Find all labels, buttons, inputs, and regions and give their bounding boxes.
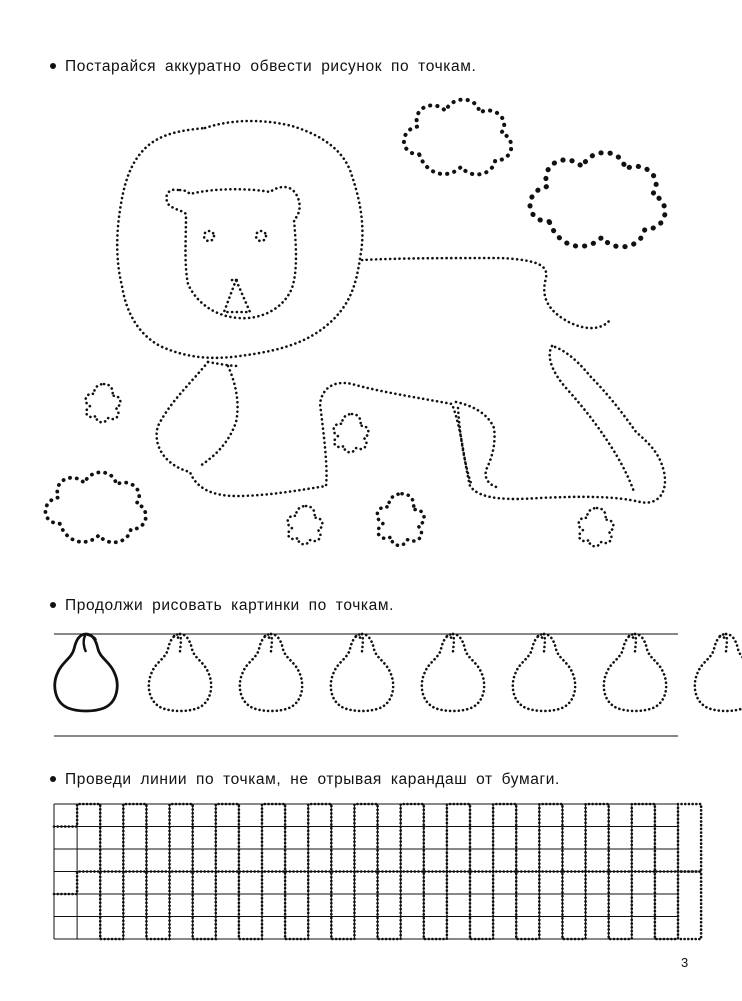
pear-dotted — [331, 634, 393, 711]
instruction-text: Проведи линии по точкам, не отрывая карандаш от бумаги. — [65, 771, 560, 788]
lion-nose — [224, 280, 250, 312]
flower-1 — [86, 384, 121, 422]
page-number: 3 — [681, 955, 689, 970]
pear-dotted — [422, 634, 484, 711]
lion-face — [166, 187, 299, 318]
pear-dotted-group — [149, 634, 742, 711]
cloud-3 — [45, 472, 145, 542]
pear-row — [54, 634, 742, 736]
flower-4 — [377, 494, 424, 546]
flower-2 — [334, 414, 369, 452]
instruction-text: Постарайся аккуратно обвести рисунок по точкам. — [65, 58, 477, 75]
pear-dotted — [513, 634, 575, 711]
dotted-line-pattern — [54, 804, 701, 939]
lion-eye-right — [256, 231, 266, 241]
flower-group — [86, 384, 614, 546]
pear-solid-example — [55, 634, 117, 711]
lion-hind-leg — [456, 402, 500, 488]
lion-tail — [550, 346, 634, 492]
pear-dotted — [149, 634, 211, 711]
cloud-1 — [404, 100, 511, 175]
lion-back — [157, 346, 665, 503]
lion-body — [362, 258, 610, 328]
flower-3 — [288, 506, 323, 544]
pear-dotted — [604, 634, 666, 711]
pear-dotted — [695, 634, 742, 711]
instruction-text: Продолжи рисовать картинки по точкам. — [65, 597, 394, 614]
cloud-group — [45, 100, 665, 543]
flower-5 — [579, 508, 614, 546]
lion-drawing — [117, 121, 665, 503]
lion-front-leg — [200, 362, 240, 466]
cloud-2 — [530, 153, 665, 247]
pear-dotted — [240, 634, 302, 711]
lion-eye-left — [204, 231, 214, 241]
lion-mane — [117, 121, 362, 358]
